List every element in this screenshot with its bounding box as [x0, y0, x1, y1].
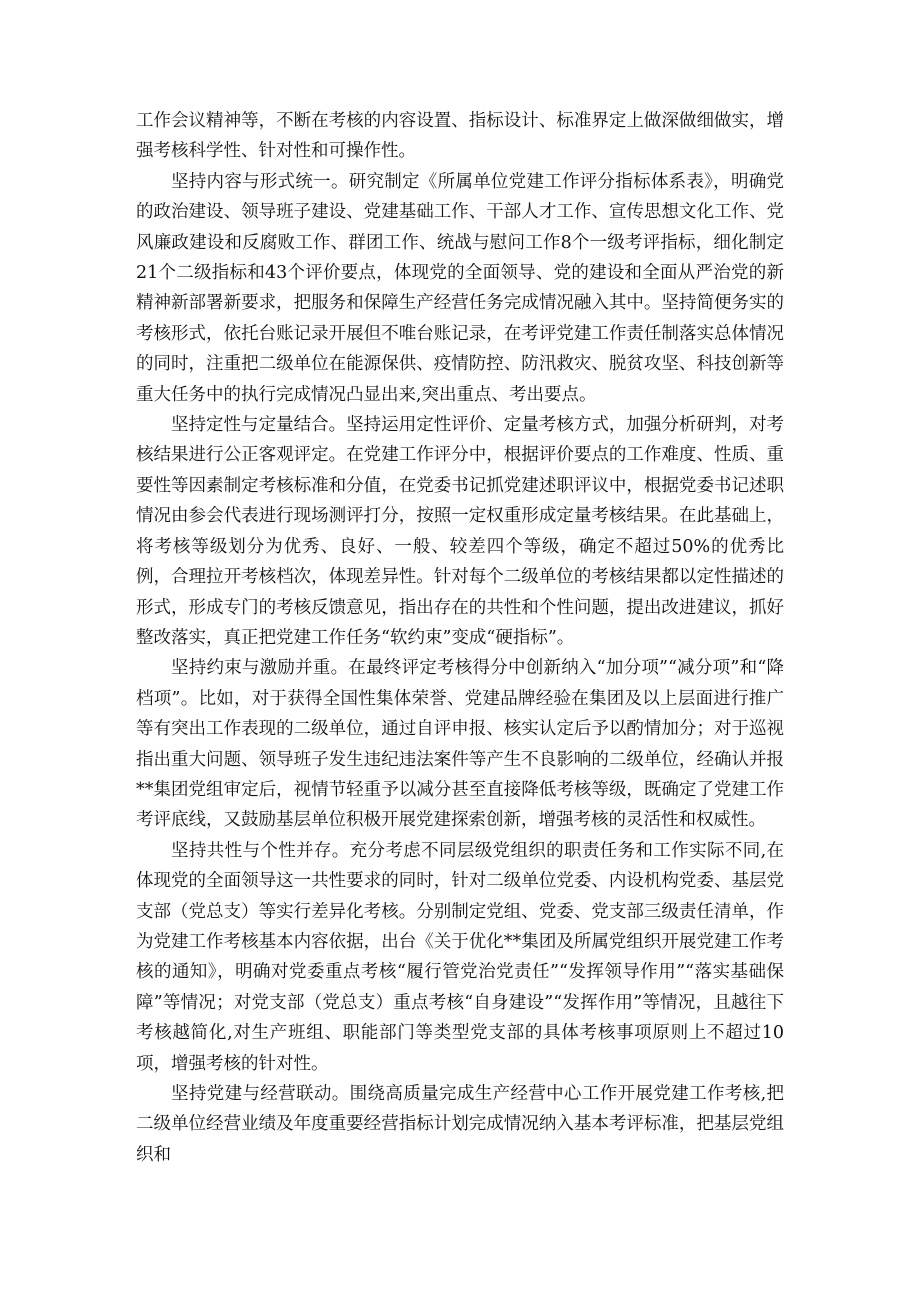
- paragraph-qualitative-quantitative: 坚持定性与定量结合。坚持运用定性评价、定量考核方式，加强分析研判，对考核结果进行公正客观评定。在党建工作评分中，根据评价要点的工作难度、性质、重要性等因素制定考核标准和分值，在党委书记抓党建述职评议中，根据党委书记述职情况由参会代表进行现场测评打分，按照一定权重形成定量考核结果。在此基础上，将考核等级划分为优秀、良好、一般、较差四个等级，确定不超过50%的优秀比例，合理拉开考核档次，体现差异性。针对每个二级单位的考核结果都以定性描述的形式，形成专门的考核反馈意见，指出存在的共性和个性问题，提出改进建议，抓好整改落实，真正把党建工作任务“软约束”变成“硬指标”。: [136, 415, 784, 648]
- paragraph-constraint-incentive: 坚持约束与激励并重。在最终评定考核得分中创新纳入“加分项”“减分项”和“降档项”。比如，对于获得全国性集体荣誉、党建品牌经验在集团及以上层面进行推广等有突出工作表现的二级单位，通过自评申报、核实认定后予以酌情加分；对于巡视指出重大问题、领导班子发生违纪违法案件等产生不良影响的二级单位，经确认并报**集团党组审定后，视情节轻重予以减分甚至直接降低考核等级，既确定了党建工作考评底线，又鼓励基层单位积极开展党建探索创新，增强考核的灵活性和权威性。: [136, 658, 784, 831]
- paragraph-continuation: 工作会议精神等，不断在考核的内容设置、指标设计、标准界定上做深做细做实，增强考核科学性、针对性和可操作性。: [136, 111, 784, 162]
- paragraph-commonality-individuality: 坚持共性与个性并存。充分考虑不同层级党组织的职责任务和工作实际不同,在体现党的全面领导这一共性要求的同时，针对二级单位党委、内设机构党委、基层党支部（党总支）等实行差异化考核。分别制定党组、党委、党支部三级责任清单，作为党建工作考核基本内容依据，出台《关于优化**集团及所属党组织开展党建工作考核的通知》，明确对党委重点考核“履行管党治党责任”“发挥领导作用”“落实基础保障”等情况；对党支部（党总支）重点考核“自身建设”“发挥作用”等情况，且越往下考核越简化,对生产班组、职能部门等类型党支部的具体考核事项原则上不超过10项，增强考核的针对性。: [136, 840, 784, 1074]
- document-body: [136, 106, 784, 1170]
- paragraph-content-form: 坚持内容与形式统一。研究制定《所属单位党建工作评分指标体系表》，明确党的政治建设、领导班子建设、党建基础工作、干部人才工作、宣传思想文化工作、党风廉政建设和反腐败工作、群团工作、统战与慰问工作8个一级考评指标，细化制定21个二级指标和43个评价要点，体现党的全面领导、党的建设和全面从严治党的新精神新部署新要求，把服务和保障生产经营任务完成情况融入其中。坚持简便务实的考核形式，依托台账记录开展但不唯台账记录，在考评党建工作责任制落实总体情况的同时，注重把二级单位在能源保供、疫情防控、防汛救灾、脱贫攻坚、科技创新等重大任务中的执行完成情况凸显出来,突出重点、考出要点。: [136, 171, 784, 405]
- paragraph-party-business-linkage: 坚持党建与经营联动。围绕高质量完成生产经营中心工作开展党建工作考核,把二级单位经营业绩及年度重要经营指标计划完成情况纳入基本考评标准，把基层党组织和: [136, 1084, 784, 1165]
